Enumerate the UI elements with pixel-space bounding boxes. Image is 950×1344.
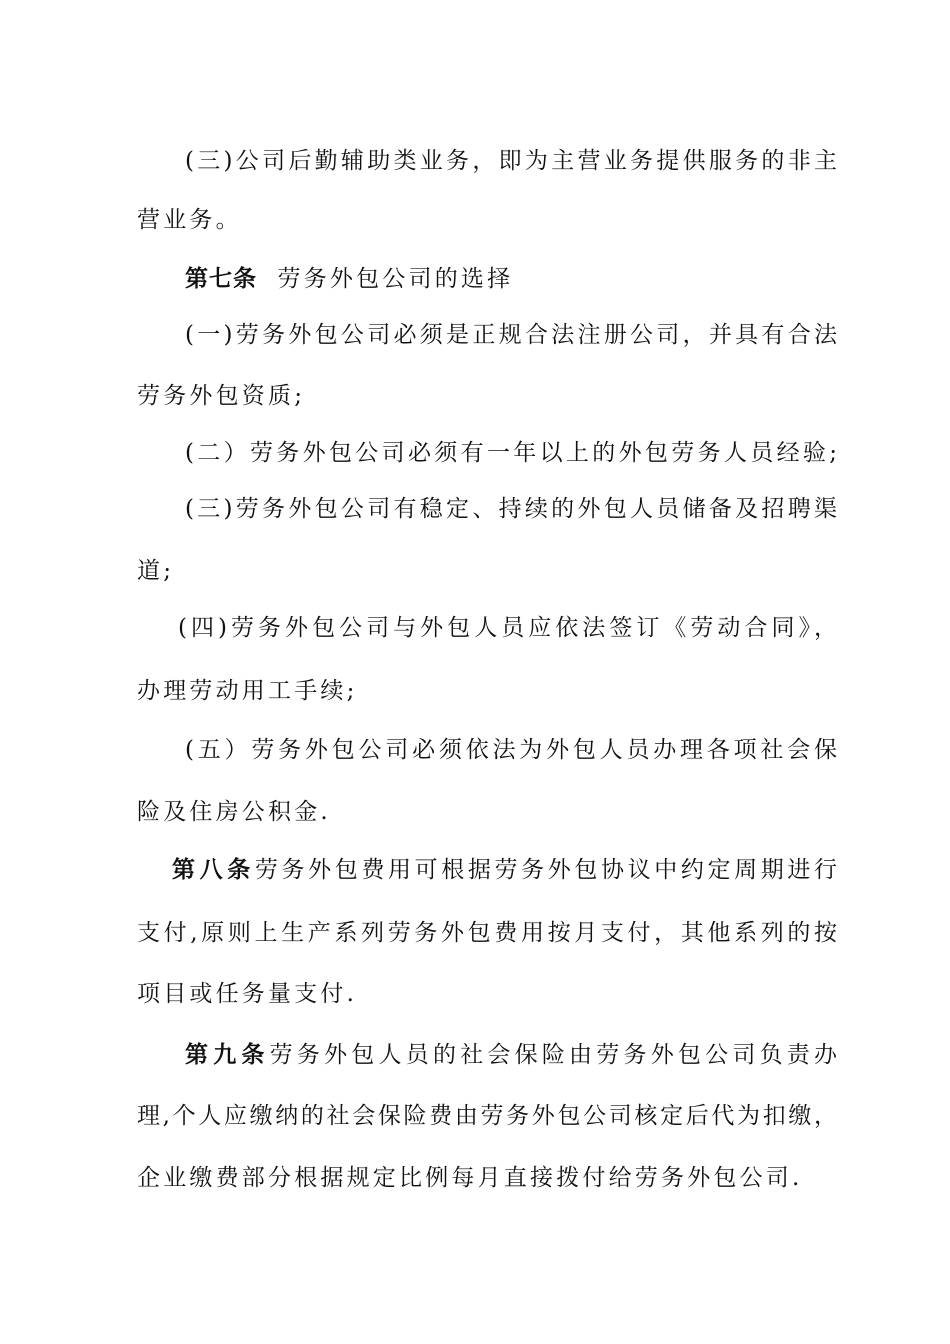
paragraph-line: 支付,原则上生产系列劳务外包费用按月支付，其他系列的按 [137, 920, 837, 946]
paragraph-line: 营业务。 [137, 207, 242, 233]
paragraph-line: 企业缴费部分根据规定比例每月直接拨付给劳务外包公司. [137, 1165, 803, 1191]
article-8-label: 第八条 [172, 857, 255, 883]
list-item-continuation: 险及住房公积金. [137, 799, 331, 825]
list-item-continuation: 劳务外包资质; [137, 383, 306, 409]
list-item: (二）劳务外包公司必须有一年以上的外包劳务人员经验; [185, 440, 837, 466]
paragraph-line: 项目或任务量支付. [137, 981, 358, 1007]
paragraph-line: 理,个人应缴纳的社会保险费由劳务外包公司核定后代为扣缴， [137, 1103, 837, 1129]
article-7-title: 劳务外包公司的选择 [277, 266, 514, 292]
list-item-continuation: 道; [137, 558, 175, 584]
article-9-label: 第九条 [185, 1042, 270, 1068]
list-item-continuation: 办理劳动用工手续; [137, 678, 358, 704]
article-8-line [172, 855, 837, 885]
paragraph-line: (三)公司后勤辅助类业务，即为主营业务提供服务的非主 [185, 148, 837, 174]
list-item: (五）劳务外包公司必须依法为外包人员办理各项社会保 [185, 737, 837, 763]
list-item: (四)劳务外包公司与外包人员应依法签订《劳动合同》， [178, 615, 837, 641]
article-9-line [185, 1040, 837, 1070]
list-item: (一)劳务外包公司必须是正规合法注册公司，并具有合法 [185, 322, 837, 348]
article-7-heading [185, 264, 837, 294]
article-8-text: 劳务外包费用可根据劳务外包协议中约定周期进行 [254, 857, 837, 883]
article-9-text: 劳务外包人员的社会保险由劳务外包公司负责办 [269, 1042, 838, 1068]
list-item: (三)劳务外包公司有稳定、持续的外包人员储备及招聘渠 [185, 496, 837, 522]
article-7-label: 第七条 [185, 266, 257, 292]
